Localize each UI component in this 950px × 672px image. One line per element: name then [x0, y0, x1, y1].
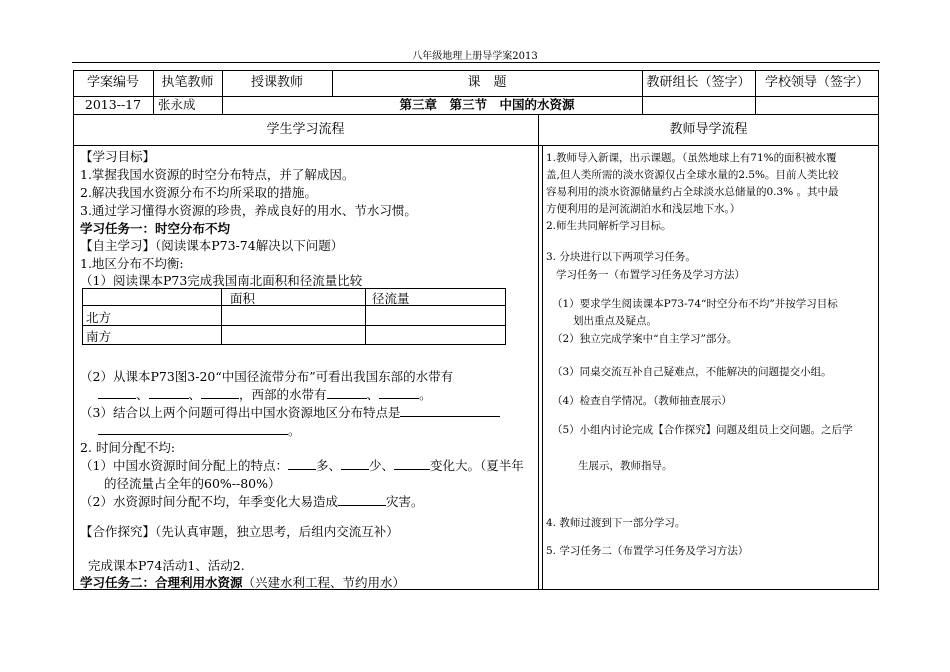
goal-2: 2.解决我国水资源分布不均所采取的措施。	[80, 185, 317, 200]
teacher-step-4: 4. 教师过渡到下一部分学习。	[546, 517, 686, 529]
sub-step-5-line-2: 生展示，教师指导。	[578, 460, 673, 472]
row-south: 南方	[86, 329, 112, 344]
activity: 完成课本P74活动1、活动2.	[88, 558, 245, 573]
item-1-2: （2）从课本P73图3-20“中国径流带分布”可看出我国东部的水带有	[80, 369, 454, 384]
teacher-task-1: 学习任务一（布置学习任务及学习方法）	[556, 269, 745, 281]
sub-step-2: （2）独立完成学案中“自主学习”部分。	[552, 333, 738, 345]
goals-heading: 【学习目标】	[80, 149, 156, 164]
blank[interactable]	[98, 386, 136, 399]
goal-1: 1.掌握我国水资源的时空分布特点，并了解成因。	[80, 167, 355, 182]
sub-step-3: （3）同桌交流互补自己疑难点，不能解决的问题提交小组。	[552, 366, 832, 378]
task-1-heading: 学习任务一：时空分布不均	[80, 221, 231, 236]
sub-step-4: （4）检查自学情况。（教师抽查展示）	[552, 395, 732, 407]
blank[interactable]	[379, 386, 419, 399]
main-column-divider	[538, 114, 539, 590]
header-divider	[72, 62, 880, 63]
student-section-title: 学生学习流程	[266, 122, 345, 137]
blank[interactable]	[338, 493, 386, 506]
coop-heading: 【合作探究】（先认真审题，独立思考，后组内交流互补）	[80, 524, 399, 539]
blank[interactable]	[149, 386, 189, 399]
main-column-divider-inner	[542, 145, 543, 590]
header-lesson-number: 学案编号	[86, 75, 139, 90]
teacher-step-1-line-1: 1.教师导入新课，出示课题。（虽然地球上有71%的面积被水覆	[546, 152, 837, 164]
teacher-step-5: 5. 学习任务二（布置学习任务及学习方法）	[546, 545, 749, 557]
sub-step-1-line-2: 划出重点及疑点。	[573, 315, 657, 327]
item-1-3-cont: 。	[98, 421, 301, 439]
blank[interactable]	[98, 422, 288, 435]
header-group-leader: 教研组长（签字）	[646, 75, 751, 90]
page-header: 八年级地理上册导学案2013	[412, 51, 538, 62]
lesson-topic: 第三章 第三节 中国的水资源	[399, 97, 575, 112]
header-teacher: 授课教师	[250, 75, 303, 90]
item-1-2-blanks: 、 、 ，西部的水带有 、 。	[98, 385, 432, 403]
header-topic: 课 题	[467, 75, 507, 90]
goal-3: 3.通过学习懂得水资源的珍贵，养成良好的用水、节水习惯。	[80, 203, 417, 218]
header-author: 执笔教师	[161, 75, 214, 90]
header-school-leader: 学校领导（签字）	[764, 75, 869, 90]
task-2-heading: 学习任务二：合理利用水资源（兴建水利工程、节约用水）	[80, 575, 406, 590]
blank[interactable]	[327, 386, 367, 399]
item-1-3: （3）结合以上两个问题可得出中国水资源地区分布特点是	[80, 403, 500, 421]
blank[interactable]	[201, 386, 239, 399]
author-name: 张永成	[158, 97, 196, 112]
teacher-step-1-line-3: 容易利用的淡水资源储量约占全球淡水总储量的0.3% 。其中最	[546, 186, 839, 198]
item-2: 2. 时间分配不均:	[80, 440, 176, 455]
lesson-number: 2013--17	[84, 97, 142, 112]
self-study-heading: 【自主学习】（阅读课本P73-74解决以下问题）	[80, 238, 344, 253]
sub-step-1-line-1: （1）要求学生阅读课本P73-74“时空分布不均”并按学习目标	[552, 298, 838, 310]
teacher-step-2: 2.师生共同解析学习目标。	[546, 220, 672, 232]
teacher-section-title: 教师导学流程	[669, 122, 748, 137]
blank[interactable]	[341, 457, 369, 470]
col-area: 面积	[230, 291, 256, 306]
col-runoff: 径流量	[372, 291, 410, 306]
blank[interactable]	[394, 457, 430, 470]
blank[interactable]	[400, 404, 500, 417]
row-north: 北方	[86, 310, 112, 325]
row-divider-3	[73, 145, 879, 146]
item-1-1: （1）阅读课本P73完成我国南北面积和径流量比较	[80, 273, 363, 288]
item-2-1: （1）中国水资源时间分配上的特点： 多、 少、 变化大。（夏半年	[80, 458, 524, 473]
teacher-step-1-line-4: 方便利用的是河流湖泊水和浅层地下水。）	[546, 203, 741, 215]
blank[interactable]	[288, 457, 316, 470]
item-2-2: （2）水资源时间分配不均，年季变化大易造成 灾害。	[80, 494, 424, 509]
item-2-1-cont: 的径流量占全年的60%--80%）	[104, 476, 281, 491]
comparison-table	[82, 288, 506, 345]
teacher-step-1-line-2: 盖,但人类所需的淡水资源仅占全球水量的2.5%。目前人类比较	[546, 169, 839, 181]
item-1: 1.地区分布不均衡:	[80, 256, 184, 271]
sub-step-5-line-1: （5）小组内讨论完成【合作探究】问题及组员上交问题。之后学	[552, 424, 853, 436]
teacher-step-3: 3. 分块进行以下两项学习任务。	[546, 251, 696, 263]
